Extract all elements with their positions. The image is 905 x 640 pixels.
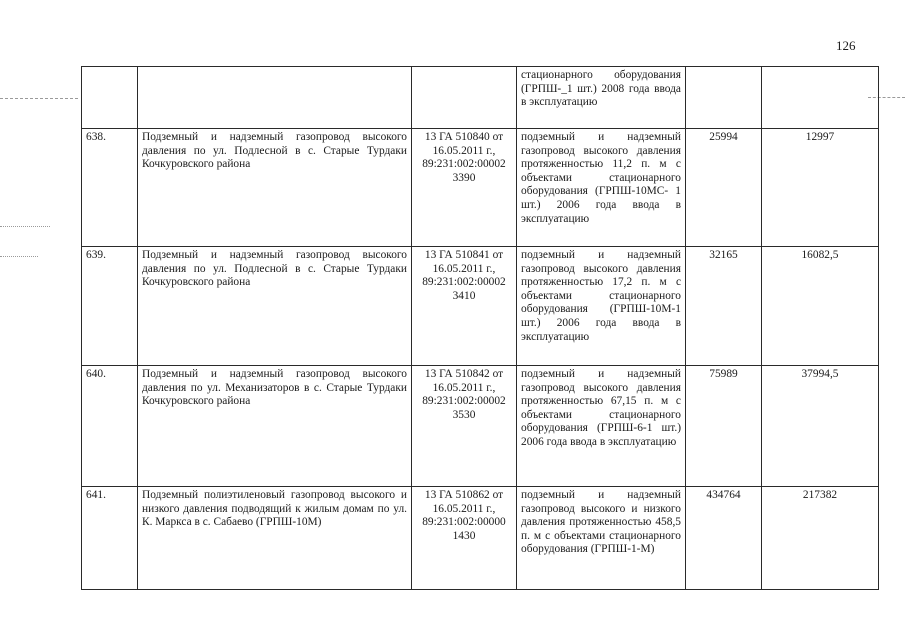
page-number: 126 [836,38,856,53]
registration-number: 13 ГА 510842 от 16.05.2011 г., 89:231:002:00002 3530 [412,366,517,487]
value-cell: 75989 [686,366,762,487]
object-description: подземный и надземный газопровод высокого давления протяженностью 17,2 п. м с объектами стационарного оборудования (ГРПШ-10М-1 шт.) 2006 года ввода в эксплуатацию [517,247,686,366]
value-cell: 217382 [762,487,879,590]
scan-mark [0,98,78,99]
value-cell [762,67,879,129]
value-cell: 434764 [686,487,762,590]
scan-mark [0,226,50,227]
table-row [82,129,879,247]
row-number: 640. [82,366,138,487]
object-name: Подземный и надземный газопровод высокого давления по ул. Подлесной в с. Старые Турдаки Кочкуровского района [138,129,412,247]
object-description: подземный и надземный газопровод высокого и низкого давления протяженностью 458,5 п. м с объектами стационарного оборудования (ГРПШ-1-М) [517,487,686,590]
row-number [82,67,138,129]
row-number: 638. [82,129,138,247]
table-row [82,366,879,487]
value-cell: 12997 [762,129,879,247]
scan-mark [0,256,38,257]
object-description: стационарного оборудования (ГРПШ-_1 шт.) 2008 года ввода в эксплуатацию [517,67,686,129]
object-name [138,67,412,129]
value-cell: 32165 [686,247,762,366]
registration-number: 13 ГА 510841 от 16.05.2011 г., 89:231:002:00002 3410 [412,247,517,366]
value-cell: 16082,5 [762,247,879,366]
registration-number [412,67,517,129]
table-row [82,67,879,129]
value-cell [686,67,762,129]
object-name: Подземный и надземный газопровод высокого давления по ул. Механизаторов в с. Старые Турдаки Кочкуровского района [138,366,412,487]
object-description: подземный и надземный газопровод высокого давления протяженностью 11,2 п. м с объектами стационарного оборудования (ГРПШ-10МС- 1 шт.) 2006 года ввода в эксплуатацию [517,129,686,247]
registry-table [81,66,879,590]
row-number: 639. [82,247,138,366]
row-number: 641. [82,487,138,590]
value-cell: 25994 [686,129,762,247]
object-description: подземный и надземный газопровод высокого давления протяженностью 67,15 п. м с объектами стационарного оборудования (ГРПШ-6-1 шт.) 2006 года ввода в эксплуатацию [517,366,686,487]
value-cell: 37994,5 [762,366,879,487]
registration-number: 13 ГА 510840 от 16.05.2011 г., 89:231:002:00002 3390 [412,129,517,247]
registration-number: 13 ГА 510862 от 16.05.2011 г., 89:231:002:00000 1430 [412,487,517,590]
table-row [82,247,879,366]
object-name: Подземный полиэтиленовый газопровод высокого и низкого давления подводящий к жилым домам по ул. К. Маркса в с. Сабаево (ГРПШ-10М) [138,487,412,590]
object-name: Подземный и надземный газопровод высокого давления по ул. Подлесной в с. Старые Турдаки Кочкуровского района [138,247,412,366]
table-row [82,487,879,590]
